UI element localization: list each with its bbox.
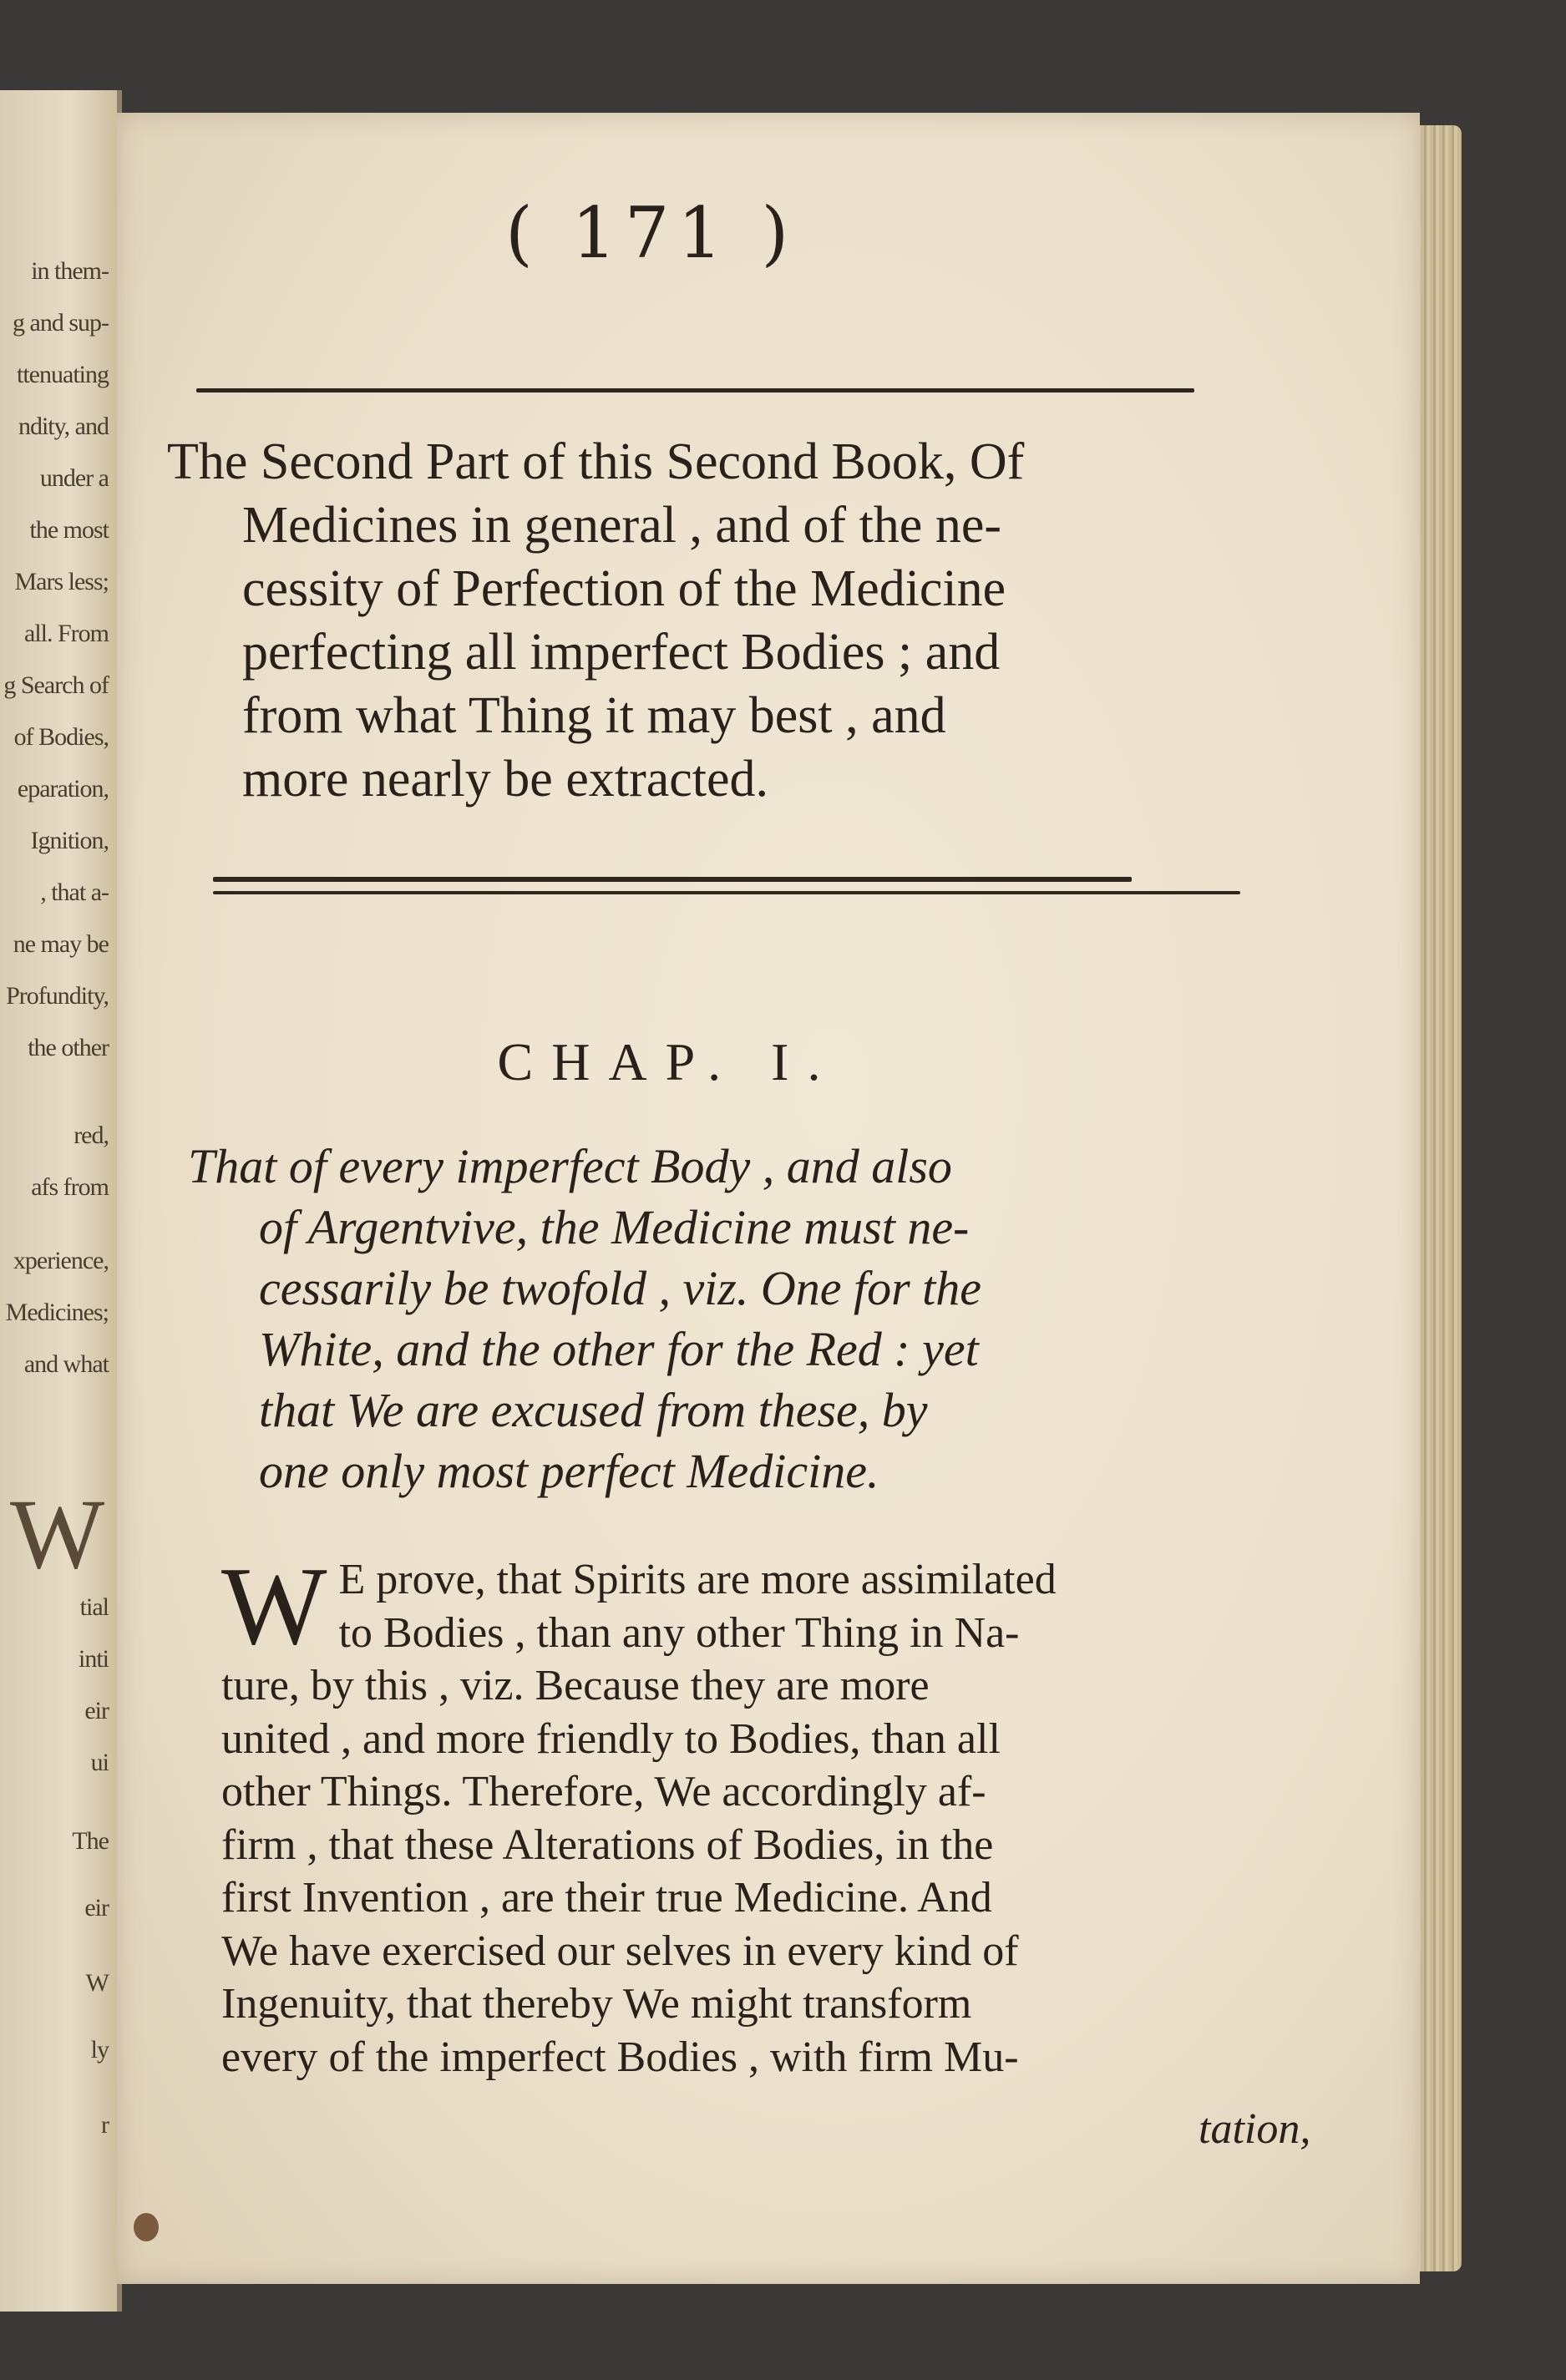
left-page-line: Medicines; [5, 1299, 109, 1326]
part-heading-line: The Second Part of this Second Book, Of [167, 433, 1025, 490]
middle-rule-lower [213, 891, 1240, 894]
drop-cap: W [221, 1544, 327, 1668]
left-page-line: the other [28, 1034, 109, 1061]
left-page-line: ne may be [13, 930, 109, 958]
left-page-line: under a [39, 464, 109, 492]
left-page-line: of Bodies, [13, 723, 109, 751]
left-page-line: eir [84, 1894, 109, 1922]
body-line: every of the imperfect Bodies , with firm Mu- [221, 2033, 1019, 2081]
body-line: other Things. Therefore, We accordingly af- [221, 1768, 986, 1815]
page-number: ( 171 ) [505, 192, 798, 274]
left-page-line: eparation, [17, 775, 109, 803]
chapter-summary [188, 1136, 1299, 1501]
left-page-line: Ignition, [30, 827, 109, 854]
body-line: E prove, that Spirits are more assimilated [338, 1556, 1057, 1603]
left-page-drop-letter: W [10, 1478, 105, 1589]
body-line: Ingenuity, that thereby We might transform [221, 1980, 972, 2028]
left-page-line: The [72, 1827, 109, 1855]
left-page-line: inti [78, 1645, 109, 1673]
summary-line: one only most perfect Medicine. [259, 1444, 879, 1498]
left-page-line: r [101, 2111, 109, 2139]
part-heading-line: from what Thing it may best , and [242, 687, 946, 744]
top-rule [196, 388, 1194, 392]
ink-stain [134, 2213, 159, 2241]
middle-rule [213, 877, 1132, 882]
body-line: first Invention , are their true Medicine. And [221, 1874, 992, 1922]
body-line: to Bodies , than any other Thing in Na- [338, 1608, 1020, 1657]
left-page-fragment [0, 90, 122, 2312]
part-heading-line: Medicines in general , and of the ne- [242, 497, 1001, 554]
summary-line: of Argentvive, the Medicine must ne- [259, 1200, 970, 1254]
left-page-line: red, [73, 1122, 109, 1149]
left-page-line: the most [29, 516, 109, 544]
left-page-line: tial [79, 1593, 109, 1621]
left-page-line: ly [90, 2036, 109, 2064]
left-page-line: xperience, [13, 1247, 109, 1274]
summary-line: cessarily be twofold , viz. One for the [259, 1261, 982, 1315]
body-line: We have exercised our selves in every kind of [221, 1927, 1019, 1975]
part-heading-line: cessity of Perfection of the Medicine [242, 560, 1006, 617]
left-page-line: ui [90, 1749, 109, 1776]
summary-line: White, and the other for the Red : yet [259, 1322, 979, 1376]
left-page-line: g Search of [3, 671, 109, 699]
part-heading [167, 430, 1278, 811]
left-page-line: all. From [24, 620, 109, 647]
left-page-line: in them- [31, 257, 109, 285]
body-line: united , and more friendly to Bodies, than all [221, 1714, 1001, 1763]
summary-line: that We are excused from these, by [259, 1383, 928, 1437]
body-line: ture, by this , viz. Because they are more [221, 1662, 930, 1709]
left-page-line: ttenuating [17, 361, 109, 388]
body-line: firm , that these Alterations of Bodies, in the [221, 1820, 994, 1869]
part-heading-line: perfecting all imperfect Bodies ; and [242, 624, 1001, 681]
chapter-title: CHAP. I. [497, 1032, 839, 1091]
part-heading-line: more nearly be extracted. [242, 751, 768, 808]
catchword: tation, [1199, 2105, 1311, 2153]
summary-line: That of every imperfect Body , and also [188, 1139, 952, 1193]
left-page-line: and what [23, 1350, 109, 1378]
left-page-line: Profundity, [6, 982, 109, 1010]
book-page [117, 113, 1420, 2284]
left-page-line: ndity, and [18, 413, 109, 440]
left-page-line: Mars less; [14, 568, 109, 595]
left-page-line: eir [84, 1697, 109, 1724]
body-paragraph [221, 1544, 1328, 2084]
left-page-line: g and sup- [13, 309, 109, 337]
left-page-line: W [85, 1969, 109, 1997]
left-page-line: , that a- [40, 879, 109, 906]
left-page-line: afs from [31, 1173, 109, 1201]
